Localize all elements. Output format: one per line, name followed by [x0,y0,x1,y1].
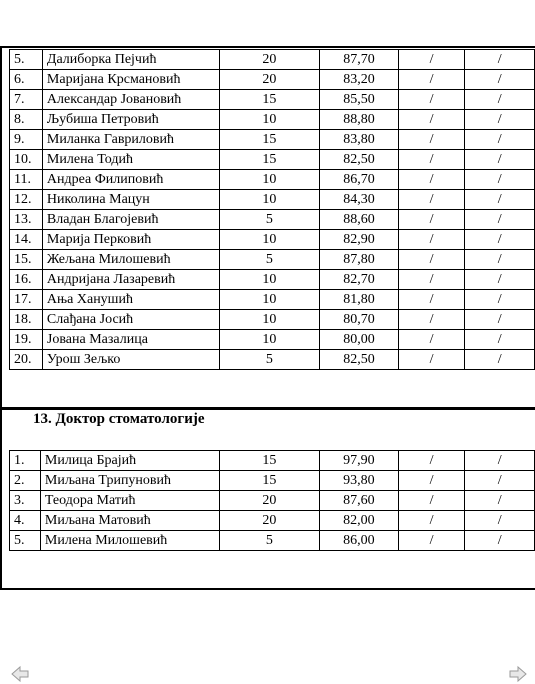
points-a: 10 [219,270,319,290]
score: 85,50 [320,90,399,110]
table-row [10,150,535,170]
score: 82,90 [320,230,399,250]
row-number: 3. [10,491,41,511]
person-name: Далиборка Пејчић [42,50,219,70]
person-name: Ања Ханушић [42,290,219,310]
points-a: 10 [219,170,319,190]
mark-c: / [398,350,465,370]
person-name: Владан Благојевић [42,210,219,230]
section-heading: 13. Доктор стоматологије [33,411,205,427]
row-number: 10. [10,150,43,170]
mark-d: / [465,531,535,551]
score: 82,50 [320,350,399,370]
table-row [10,70,535,90]
mark-d: / [465,330,535,350]
mark-d: / [465,270,535,290]
points-a: 15 [219,150,319,170]
score: 84,30 [320,190,399,210]
row-number: 18. [10,310,43,330]
mark-c: / [398,70,465,90]
score: 82,70 [320,270,399,290]
score: 82,00 [320,511,399,531]
person-name: Милена Милошевић [40,531,219,551]
score: 88,80 [320,110,399,130]
table-row [10,471,535,491]
score: 80,00 [320,330,399,350]
score: 87,60 [320,491,399,511]
mark-c: / [398,130,465,150]
table-row [10,511,535,531]
person-name: Љубиша Петровић [42,110,219,130]
mark-d: / [465,491,535,511]
mark-c: / [398,290,465,310]
frame-bottom-border [0,588,535,590]
mark-d: / [465,50,535,70]
person-name: Милена Тодић [42,150,219,170]
person-name: Теодора Матић [40,491,219,511]
score: 87,80 [320,250,399,270]
arrow-right-icon[interactable] [508,664,528,684]
row-number: 4. [10,511,41,531]
score: 82,50 [320,150,399,170]
row-number: 9. [10,130,43,150]
row-number: 8. [10,110,43,130]
mark-c: / [398,230,465,250]
table-row [10,290,535,310]
person-name: Марија Перковић [42,230,219,250]
person-name: Урош Зељко [42,350,219,370]
table-row [10,230,535,250]
mark-c: / [398,451,465,471]
person-name: Миљана Трипуновић [40,471,219,491]
points-a: 5 [219,531,319,551]
mark-d: / [465,471,535,491]
arrow-left-icon[interactable] [10,664,30,684]
mark-c: / [398,190,465,210]
mark-d: / [465,110,535,130]
person-name: Слађана Јосић [42,310,219,330]
person-name: Жељана Милошевић [42,250,219,270]
points-a: 20 [219,511,319,531]
mark-d: / [465,170,535,190]
points-a: 10 [219,310,319,330]
points-a: 10 [219,110,319,130]
points-a: 10 [219,330,319,350]
frame-left-border [0,46,2,590]
mark-c: / [398,210,465,230]
score: 88,60 [320,210,399,230]
mark-d: / [465,190,535,210]
table-row [10,310,535,330]
person-name: Милица Брајић [40,451,219,471]
mark-d: / [465,150,535,170]
table-row [10,130,535,150]
row-number: 15. [10,250,43,270]
row-number: 14. [10,230,43,250]
mark-d: / [465,90,535,110]
row-number: 16. [10,270,43,290]
row-number: 13. [10,210,43,230]
mark-c: / [398,250,465,270]
points-a: 5 [219,350,319,370]
mark-d: / [465,210,535,230]
row-number: 12. [10,190,43,210]
mark-c: / [398,330,465,350]
mark-c: / [398,150,465,170]
mark-c: / [398,90,465,110]
points-a: 15 [219,451,319,471]
points-a: 5 [219,250,319,270]
mark-c: / [398,170,465,190]
mark-c: / [398,471,465,491]
row-number: 7. [10,90,43,110]
mark-d: / [465,230,535,250]
mark-c: / [398,110,465,130]
mark-c: / [398,270,465,290]
person-name: Александар Јовановић [42,90,219,110]
points-a: 20 [219,50,319,70]
score: 80,70 [320,310,399,330]
section-divider [0,407,535,410]
person-name: Миланка Гавриловић [42,130,219,150]
mark-c: / [398,50,465,70]
score: 87,70 [320,50,399,70]
table-row [10,491,535,511]
results-table-2 [9,450,535,551]
score: 83,20 [320,70,399,90]
results-table-1 [9,49,535,370]
row-number: 11. [10,170,43,190]
points-a: 15 [219,90,319,110]
mark-d: / [465,310,535,330]
mark-d: / [465,290,535,310]
table-row [10,270,535,290]
table-row [10,190,535,210]
points-a: 15 [219,471,319,491]
mark-c: / [398,531,465,551]
score: 81,80 [320,290,399,310]
person-name: Андреа Филиповић [42,170,219,190]
score: 97,90 [320,451,399,471]
row-number: 6. [10,70,43,90]
mark-d: / [465,511,535,531]
points-a: 10 [219,230,319,250]
mark-c: / [398,511,465,531]
table-row [10,350,535,370]
points-a: 10 [219,190,319,210]
row-number: 5. [10,531,41,551]
person-name: Маријана Крсмановић [42,70,219,90]
score: 86,70 [320,170,399,190]
points-a: 10 [219,290,319,310]
mark-d: / [465,250,535,270]
table-row [10,451,535,471]
table-row [10,170,535,190]
points-a: 15 [219,130,319,150]
mark-c: / [398,310,465,330]
table-row [10,90,535,110]
row-number: 5. [10,50,43,70]
mark-d: / [465,350,535,370]
table-row [10,531,535,551]
points-a: 5 [219,210,319,230]
person-name: Андријана Лазаревић [42,270,219,290]
points-a: 20 [219,70,319,90]
row-number: 17. [10,290,43,310]
person-name: Јована Мазалица [42,330,219,350]
score: 83,80 [320,130,399,150]
score: 93,80 [320,471,399,491]
table-row [10,250,535,270]
row-number: 2. [10,471,41,491]
table-row [10,50,535,70]
table-row [10,110,535,130]
mark-c: / [398,491,465,511]
mark-d: / [465,451,535,471]
mark-d: / [465,130,535,150]
table-row [10,210,535,230]
person-name: Николина Мацун [42,190,219,210]
row-number: 20. [10,350,43,370]
points-a: 20 [219,491,319,511]
person-name: Миљана Матовић [40,511,219,531]
frame-top-border [0,46,535,48]
mark-d: / [465,70,535,90]
table-row [10,330,535,350]
score: 86,00 [320,531,399,551]
row-number: 1. [10,451,41,471]
row-number: 19. [10,330,43,350]
